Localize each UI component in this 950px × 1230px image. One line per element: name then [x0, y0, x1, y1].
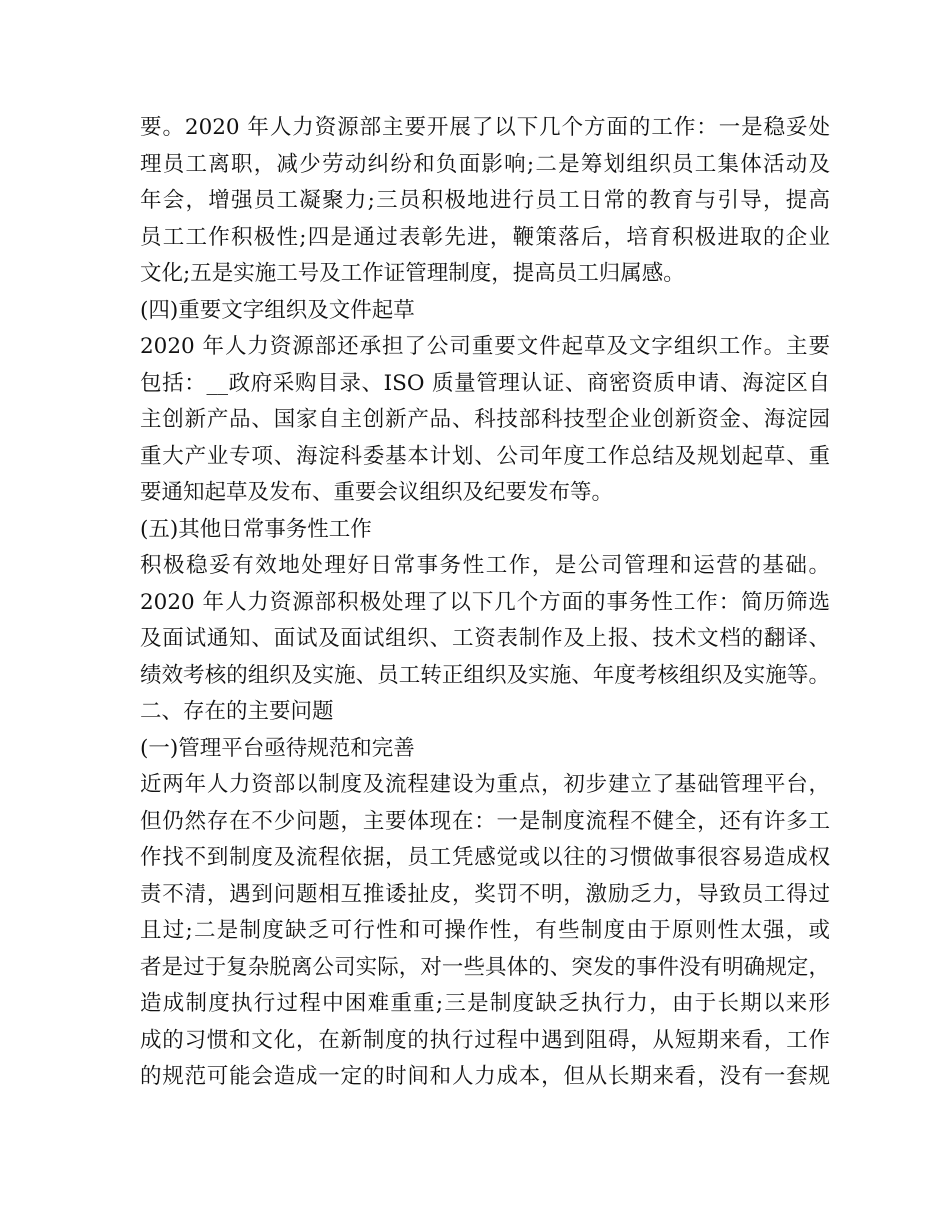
chapter-heading: 二、存在的主要问题 — [140, 699, 334, 724]
paragraph-line: 且过;二是制度缺乏可行性和可操作性，有些制度由于原则性太强，或 — [140, 918, 830, 943]
paragraph-line: 绩效考核的组织及实施、员工转正组织及实施、年度考核组织及实施等。 — [140, 662, 830, 688]
paragraph-line: 要。2020 年人力资源部主要开展了以下几个方面的工作：一是稳妥处 — [140, 115, 830, 140]
paragraph-line: 造成制度执行过程中困难重重;三是制度缺乏执行力，由于长期以来形 — [140, 991, 830, 1016]
paragraph-line: 重大产业专项、海淀科委基本计划、公司年度工作总结及规划起草、重 — [140, 443, 830, 469]
paragraph-line: 2020 年人力资源部还承担了公司重要文件起草及文字组织工作。主要 — [140, 334, 830, 359]
section-heading: (一)管理平台亟待规范和完善 — [140, 735, 415, 761]
section-heading: (五)其他日常事务性工作 — [140, 516, 372, 542]
paragraph-line: 及面试通知、面试及面试组织、工资表制作及上报、技术文档的翻译、 — [140, 626, 830, 651]
paragraph-line: 的规范可能会造成一定的时间和人力成本，但从长期来看，没有一套规 — [140, 1064, 830, 1089]
document-body — [140, 110, 830, 1096]
paragraph-line: 要通知起草及发布、重要会议组织及纪要发布等。 — [140, 480, 614, 505]
paragraph-line: 员工工作积极性;四是通过表彰先进，鞭策落后，培育积极进取的企业 — [140, 224, 830, 250]
paragraph-line: 年会，增强员工凝聚力;三员积极地进行员工日常的教育与引导，提高 — [140, 188, 830, 213]
paragraph-line: 但仍然存在不少问题，主要体现在：一是制度流程不健全，还有许多工 — [140, 808, 830, 834]
paragraph-line: 作找不到制度及流程依据，员工凭感觉或以往的习惯做事很容易造成权 — [140, 845, 830, 870]
paragraph-line: 责不清，遇到问题相互推诿扯皮，奖罚不明，激励乏力，导致员工得过 — [140, 881, 830, 907]
paragraph-line: 成的习惯和文化，在新制度的执行过程中遇到阻碍，从短期来看，工作 — [140, 1027, 830, 1053]
paragraph-line: 文化;五是实施工号及工作证管理制度，提高员工归属感。 — [140, 261, 685, 286]
paragraph-line: 积极稳妥有效地处理好日常事务性工作，是公司管理和运营的基础。 — [140, 553, 830, 578]
paragraph-line: 2020 年人力资源部积极处理了以下几个方面的事务性工作：简历筛选 — [140, 589, 830, 615]
paragraph-line: 主创新产品、国家自主创新产品、科技部科技型企业创新资金、海淀园 — [140, 407, 830, 432]
paragraph-line: 理员工离职，减少劳动纠纷和负面影响;二是筹划组织员工集体活动及 — [140, 151, 830, 177]
paragraph-line: 者是过于复杂脱离公司实际，对一些具体的、突发的事件没有明确规定， — [140, 954, 830, 980]
section-heading: (四)重要文字组织及文件起草 — [140, 297, 415, 323]
paragraph-line: 包括：__政府采购目录、ISO 质量管理认证、商密资质申请、海淀区自 — [140, 370, 830, 396]
paragraph-line: 近两年人力资部以制度及流程建设为重点，初步建立了基础管理平台， — [140, 772, 830, 797]
